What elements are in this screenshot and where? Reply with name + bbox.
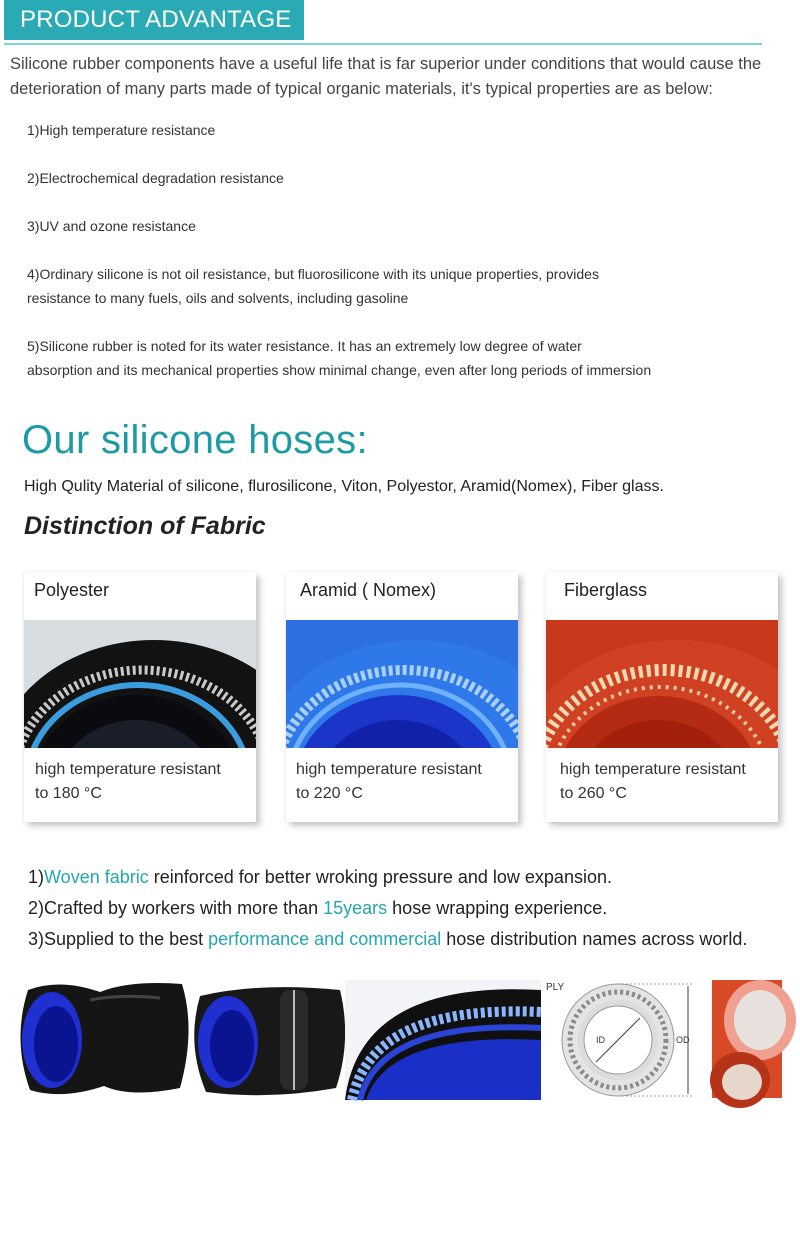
- feature-item: 1)Woven fabric reinforced for better wroking pressure and low expansion.: [28, 867, 612, 887]
- materials-line: High Qulity Material of silicone, flurosilicone, Viton, Polyestor, Aramid(Nomex), Fiber glass.: [24, 478, 664, 495]
- fabric-heading: Distinction of Fabric: [24, 512, 266, 540]
- fabric-description: high temperature resistant to 220 °C: [296, 761, 482, 802]
- aramid-hose-icon: [286, 620, 518, 748]
- fabric-name: Fiberglass: [564, 580, 648, 600]
- reducer-hose-icon: [20, 983, 188, 1094]
- fabric-card-fiberglass: [546, 572, 778, 822]
- fabric-name: Polyester: [34, 580, 110, 600]
- od-label: OD: [676, 1035, 690, 1045]
- fabric-card-polyester: [24, 572, 256, 822]
- feature-item: 2)Crafted by workers with more than 15years hose wrapping experience.: [28, 898, 608, 918]
- hose-closeup-icon: [345, 980, 541, 1100]
- polyester-hose-icon: [24, 620, 256, 748]
- property-item: 4)Ordinary silicone is not oil resistance, but fluorosilicone with its unique properties, provides resistance to many fuels, oils and solvents, including gasoline: [27, 266, 599, 306]
- section-title: PRODUCT ADVANTAGE: [4, 0, 304, 40]
- hump-hose-icon: [194, 987, 345, 1095]
- property-item: 1)High temperature resistance: [27, 122, 216, 138]
- feature-item: 3)Supplied to the best performance and commercial hose distribution names across world.: [28, 929, 748, 949]
- section-header: [0, 0, 800, 48]
- fabric-name: Aramid ( Nomex): [300, 580, 437, 600]
- ply-label: PLY: [546, 982, 565, 993]
- hoses-heading: Our silicone hoses:: [22, 418, 368, 462]
- intro-paragraph: Silicone rubber components have a useful life that is far superior under conditions that would cause the deterioration of many parts made of typical organic materials, it's typical properties are as below:: [10, 55, 762, 98]
- fiberglass-hose-icon: [546, 620, 778, 748]
- property-item: 5)Silicone rubber is noted for its water resistance. It has an extremely low degree of water absorption and its mechanical properties show minimal change, even after long periods of immersion: [27, 338, 652, 378]
- property-item: 3)UV and ozone resistance: [27, 218, 196, 234]
- ply-diagram-icon: [544, 980, 704, 1100]
- id-label: ID: [596, 1035, 605, 1045]
- product-image-strip: [0, 970, 800, 1110]
- property-item: 2)Electrochemical degradation resistance: [27, 170, 284, 186]
- red-hose-icon: [710, 980, 796, 1108]
- fabric-description: high temperature resistant to 180 °C: [35, 761, 221, 802]
- fabric-card-aramid: [286, 572, 518, 822]
- fabric-description: high temperature resistant to 260 °C: [560, 761, 746, 802]
- header-divider: [4, 43, 762, 45]
